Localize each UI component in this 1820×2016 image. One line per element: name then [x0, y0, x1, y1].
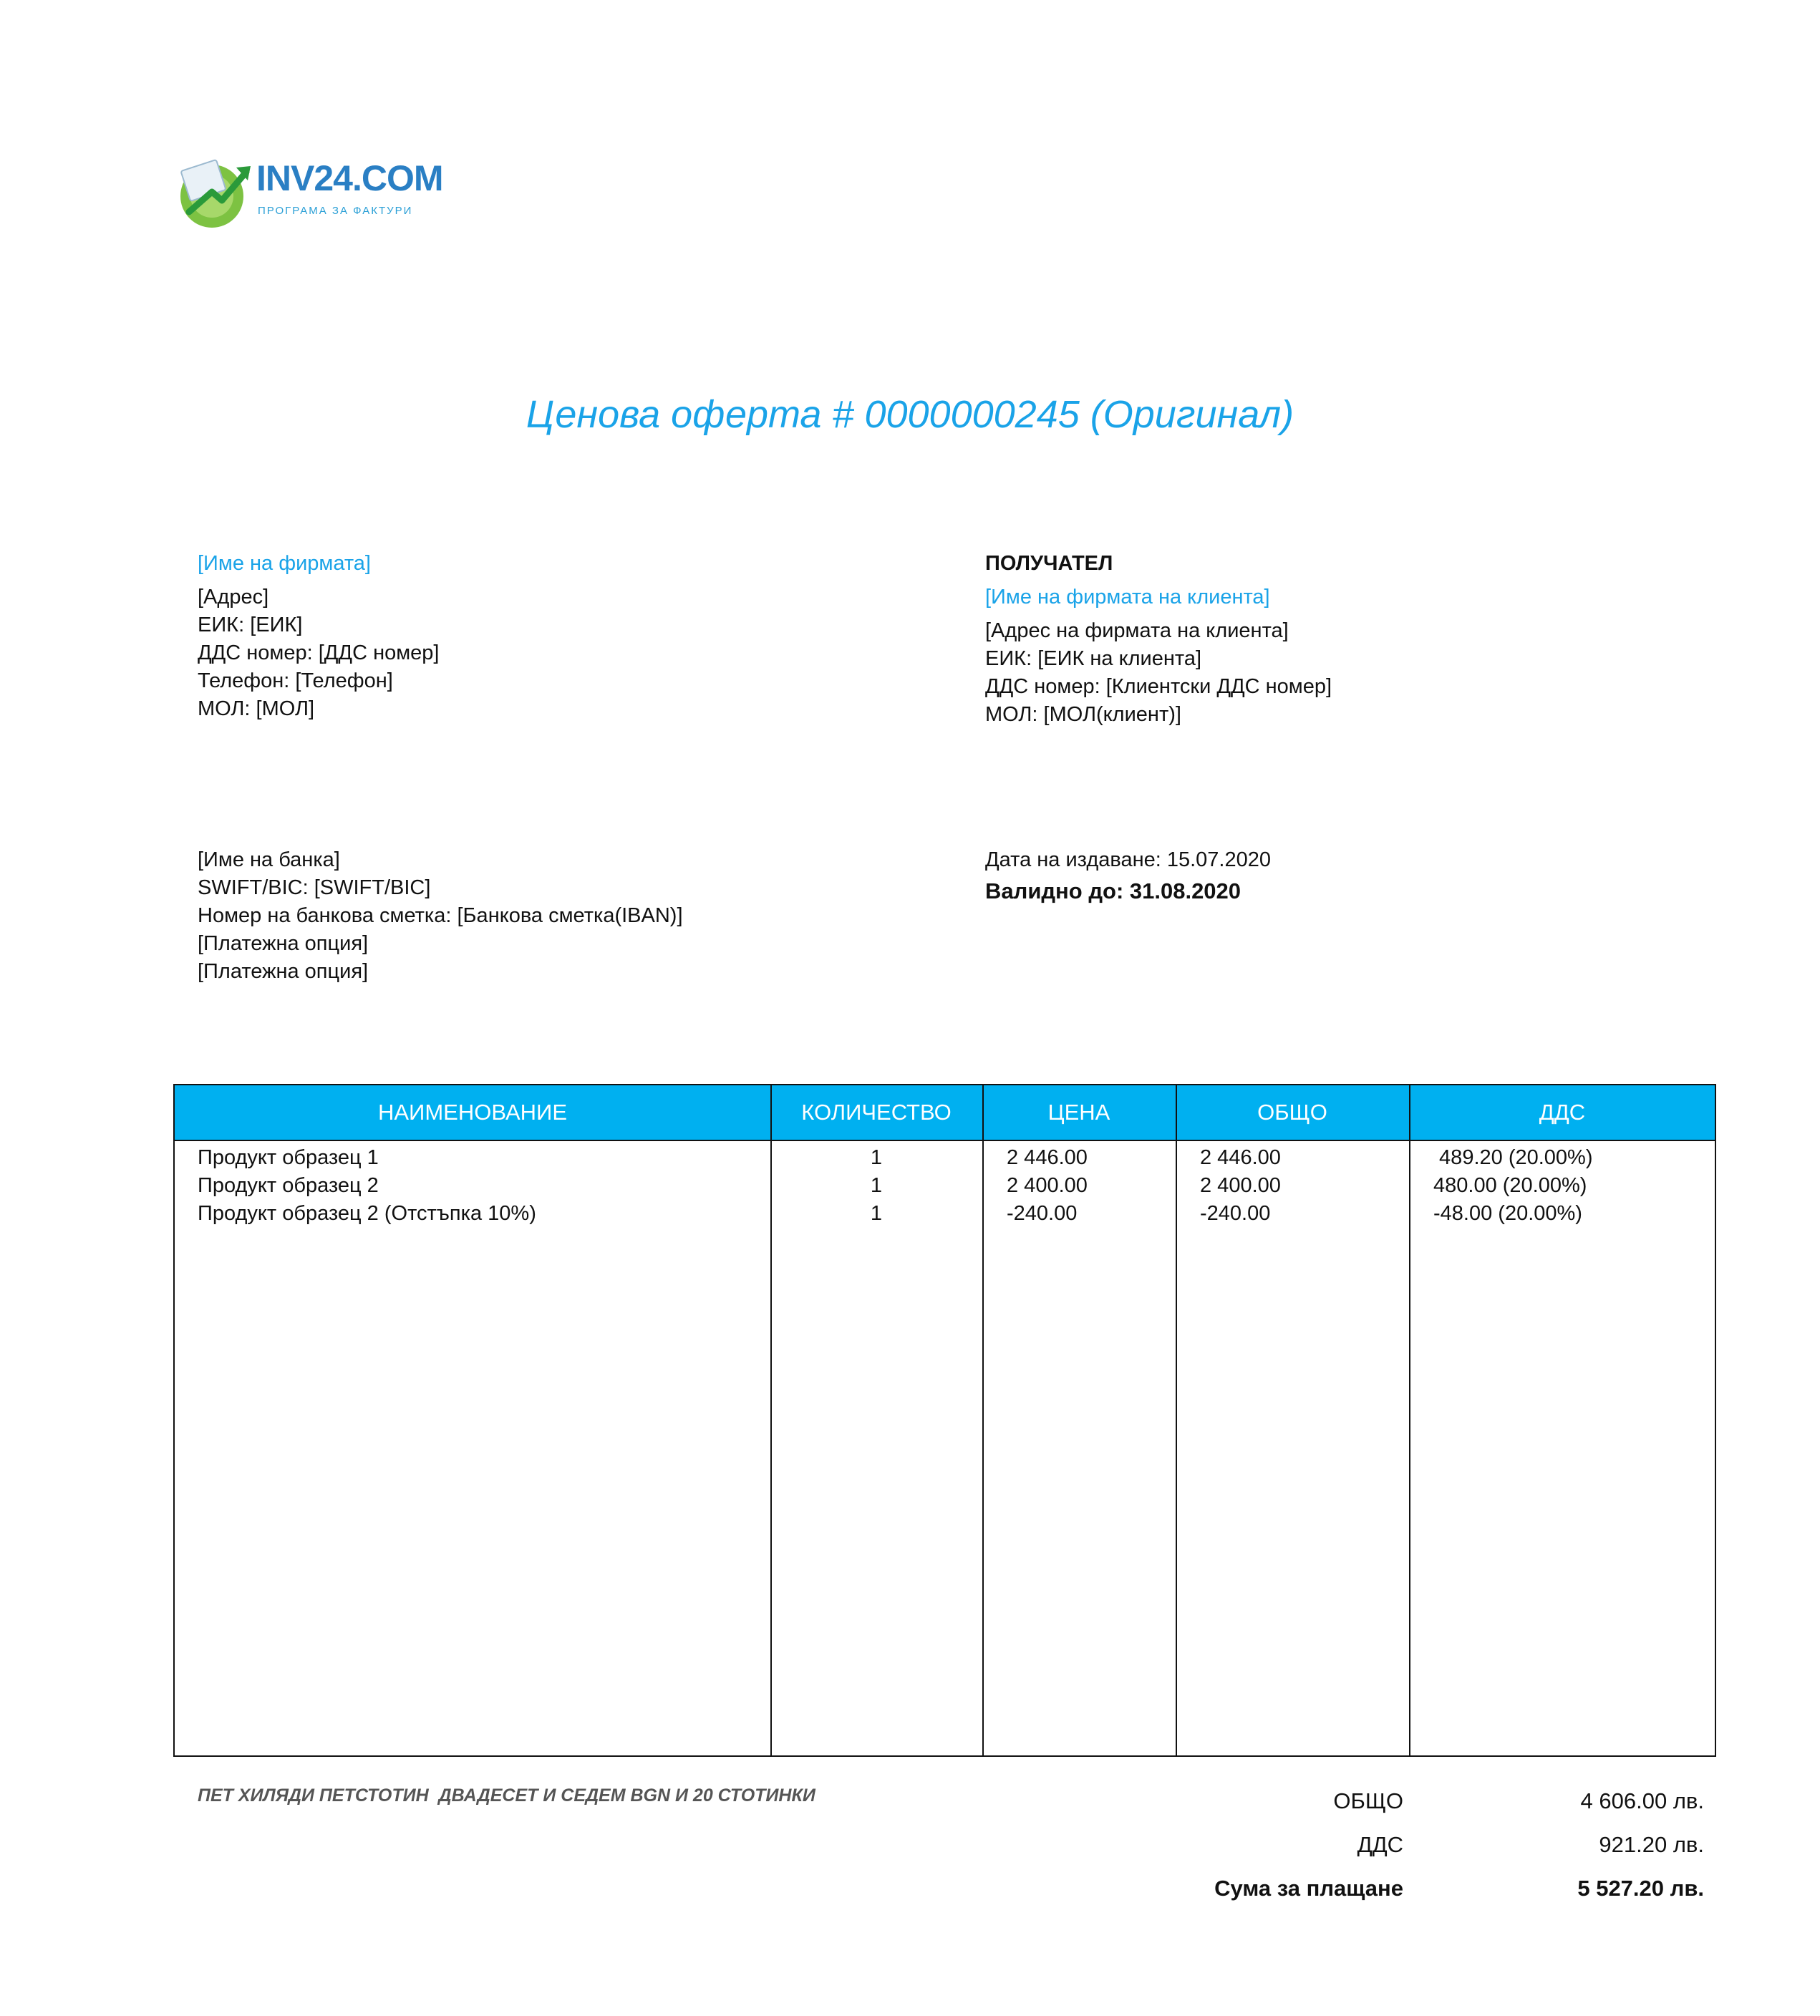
table-row [175, 1172, 1715, 1200]
issue-date: Дата на издаване: 15.07.2020 [985, 848, 1271, 871]
items-table [173, 1084, 1716, 1757]
bank-account: Номер на банкова сметка: [Банкова сметка(IBAN)] [198, 904, 683, 927]
item-price: 2 446.00 [1007, 1146, 1088, 1169]
table-row [175, 1144, 1715, 1172]
buyer-eik: ЕИК: [ЕИК на клиента] [985, 647, 1202, 670]
column-header-vat: ДДС [1539, 1100, 1586, 1125]
item-total: -240.00 [1200, 1202, 1271, 1225]
buyer-vat: ДДС номер: [Клиентски ДДС номер] [985, 675, 1332, 698]
payment-option: [Платежна опция] [198, 932, 369, 955]
seller-address: [Адрес] [198, 586, 269, 609]
dates-info [985, 846, 1271, 905]
column-header-total: ОБЩО [1257, 1100, 1327, 1125]
table-row [175, 1200, 1715, 1228]
seller-eik: ЕИК: [ЕИК] [198, 614, 303, 636]
bank-name: [Име на банка] [198, 848, 340, 871]
item-vat: 489.20 (20.00%) [1433, 1146, 1593, 1169]
item-quantity: 1 [870, 1146, 883, 1169]
amount-due-value: 5 527.20 лв. [1577, 1876, 1704, 1901]
item-quantity: 1 [870, 1174, 883, 1197]
logo-brand-text: INV24.COM [256, 158, 443, 198]
vat-total-value: 921.20 лв. [1599, 1832, 1704, 1857]
buyer-info [985, 550, 1332, 729]
column-header-quantity: КОЛИЧЕСТВО [801, 1100, 952, 1125]
logo-icon [175, 156, 253, 228]
seller-name: [Име на фирмата] [198, 552, 371, 575]
buyer-name: [Име на фирмата на клиента] [985, 586, 1270, 609]
buyer-heading: ПОЛУЧАТЕЛ [985, 552, 1113, 575]
item-name: Продукт образец 2 [198, 1174, 379, 1197]
seller-info [198, 550, 439, 723]
amount-in-words: ПЕТ ХИЛЯДИ ПЕТСТОТИН ДВАДЕСЕТ И СЕДЕМ BGN И 20 СТОТИНКИ [198, 1785, 815, 1806]
buyer-mol: МОЛ: [МОЛ(клиент)] [985, 703, 1181, 726]
bank-swift: SWIFT/BIC: [SWIFT/BIC] [198, 876, 431, 899]
item-vat: 480.00 (20.00%) [1433, 1174, 1587, 1197]
seller-vat: ДДС номер: [ДДС номер] [198, 641, 440, 664]
seller-phone: Телефон: [Телефон] [198, 669, 393, 692]
item-total: 2 446.00 [1200, 1146, 1281, 1169]
amount-due-label: Сума за плащане [1214, 1876, 1403, 1901]
item-price: -240.00 [1007, 1202, 1078, 1225]
subtotal-value: 4 606.00 лв. [1580, 1788, 1704, 1813]
item-total: 2 400.00 [1200, 1174, 1281, 1197]
item-name: Продукт образец 2 (Отстъпка 10%) [198, 1202, 536, 1225]
bank-info [198, 846, 683, 986]
item-name: Продукт образец 1 [198, 1146, 379, 1169]
table-header [175, 1085, 1715, 1141]
item-quantity: 1 [870, 1202, 883, 1225]
item-vat: -48.00 (20.00%) [1433, 1202, 1582, 1225]
buyer-address: [Адрес на фирмата на клиента] [985, 619, 1289, 642]
payment-option: [Платежна опция] [198, 960, 369, 983]
subtotal-label: ОБЩО [1333, 1788, 1403, 1813]
valid-until: Валидно до: 31.08.2020 [985, 878, 1241, 903]
document-title: Ценова оферта # 0000000245 (Оригинал) [526, 393, 1294, 436]
column-header-name: НАИМЕНОВАНИЕ [377, 1100, 567, 1125]
vat-total-label: ДДС [1357, 1832, 1403, 1857]
item-price: 2 400.00 [1007, 1174, 1088, 1197]
logo-tagline: ПРОГРАМА ЗА ФАКТУРИ [258, 205, 413, 217]
seller-mol: МОЛ: [МОЛ] [198, 697, 315, 720]
column-header-price: ЦЕНА [1047, 1100, 1110, 1125]
